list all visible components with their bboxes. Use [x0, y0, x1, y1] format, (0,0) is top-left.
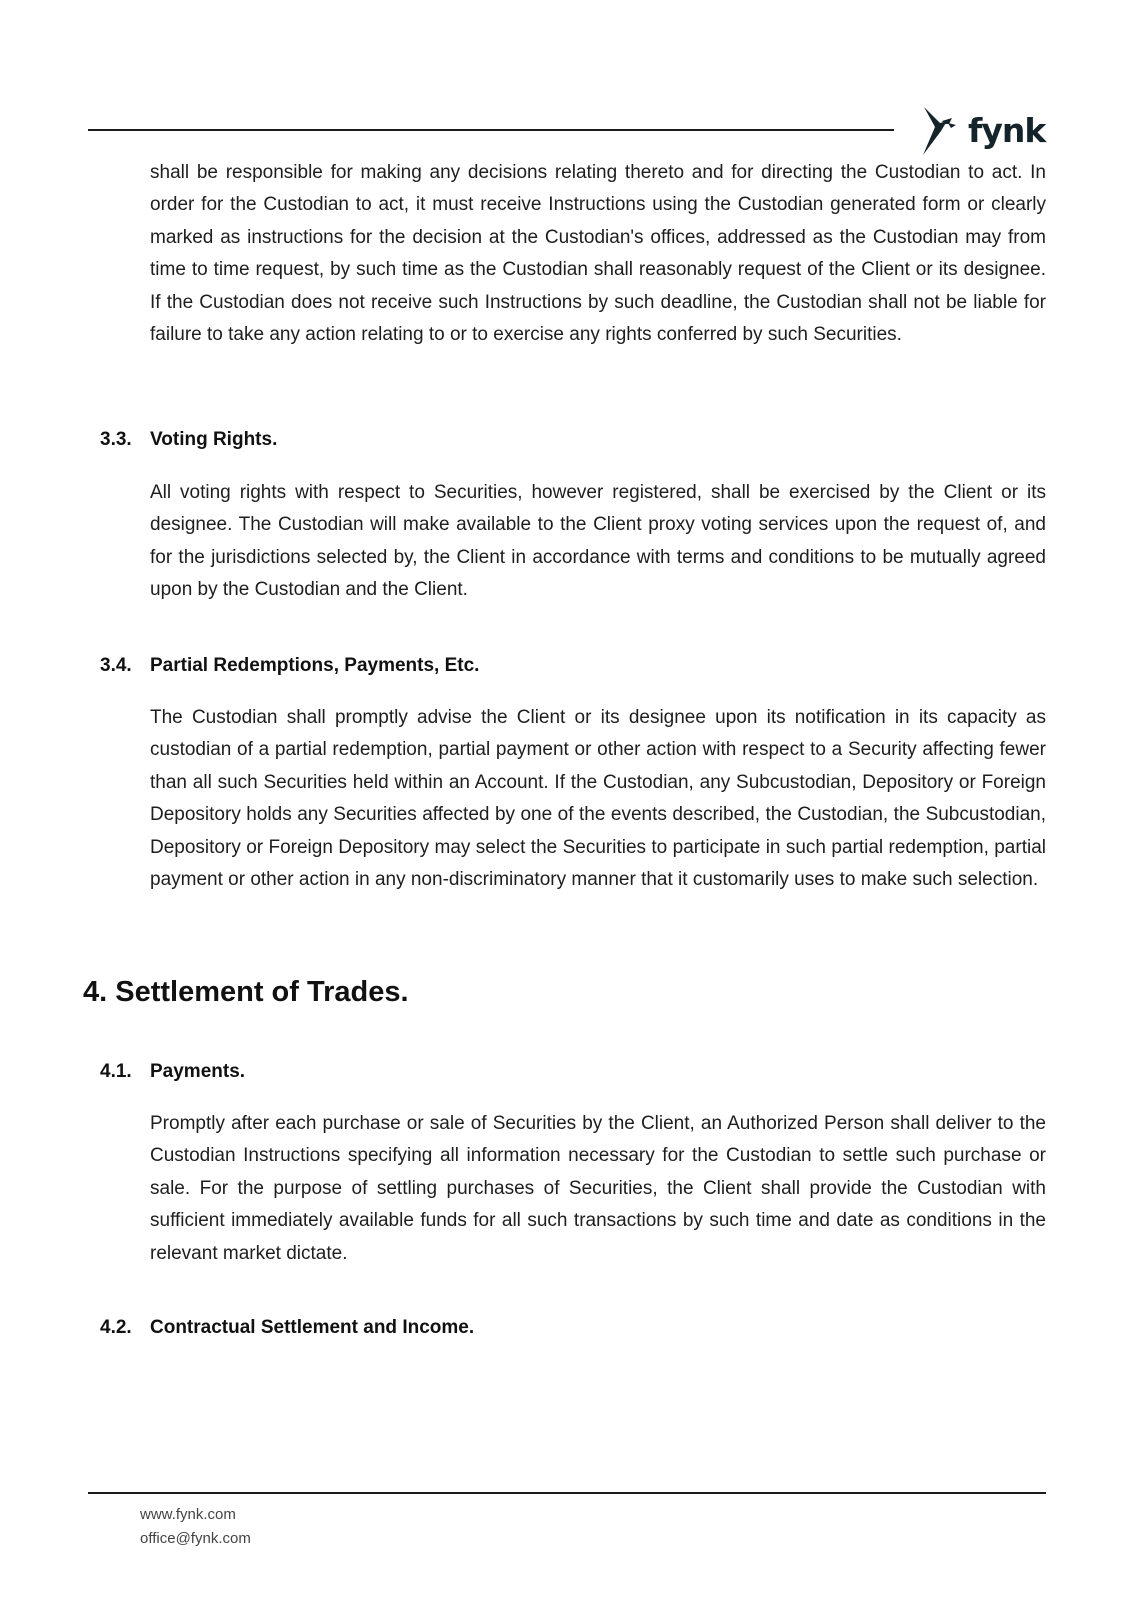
subsection-4-1-heading: [100, 1060, 245, 1084]
footer-divider: [88, 1492, 1046, 1494]
subsection-number: 4.2.: [100, 1317, 132, 1338]
subsection-3-3-heading: [100, 428, 277, 452]
subsection-title: Payments.: [150, 1061, 246, 1082]
subsection-title: Partial Redemptions, Payments, Etc.: [150, 655, 480, 676]
subsection-3-4-heading: [100, 654, 479, 678]
subsection-3-4-text: The Custodian shall promptly advise the Client or its designee upon its notification in its capacity as custodian of a partial redemption, partial payment or other action with respect to a Security affecting fewer than all such Securities held within an Account. If the Custodian, any Subcustodian, Depository or Foreign Depository holds any Securities affected by one of the events described, the Custodian, the Subcustodian, Depository or Foreign Depository may select the Securities to participate in such partial redemption, partial payment or other action in any non-discriminatory manner that it customarily uses to make such selection.: [150, 707, 1046, 891]
logo-wordmark: fynk: [968, 110, 1046, 150]
subsection-number: 3.4.: [100, 655, 132, 676]
subsection-4-2-heading: [100, 1316, 474, 1340]
header-divider: [88, 129, 894, 131]
subsection-title: Voting Rights.: [150, 429, 278, 450]
subsection-number: 3.3.: [100, 429, 132, 450]
subsection-number: 4.1.: [100, 1061, 132, 1082]
intro-paragraph: shall be responsible for making any decisions relating thereto and for directing the Custodian to act. In order for the Custodian to act, it must receive Instructions using the Custodian generated form or clearly marked as instructions for the decision at the Custodian's offices, addressed as the Custodian may from time to time request, by such time as the Custodian shall reasonably request of the Client or its designee. If the Custodian does not receive such Instructions by such deadline, the Custodian shall not be liable for failure to take any action relating to or to exercise any rights conferred by such Securities.: [150, 162, 1046, 346]
subsection-4-1-text: Promptly after each purchase or sale of Securities by the Client, an Authorized Person shall deliver to the Custodian Instructions specifying all information necessary for the Custodian to settle such purchase or sale. For the purpose of settling purchases of Securities, the Client shall provide the Custodian with sufficient immediately available funds for all such transactions by such time and date as conditions in the relevant market dictate.: [150, 1113, 1046, 1264]
subsection-3-3-text: All voting rights with respect to Securities, however registered, shall be exercised by the Client or its designee. The Custodian will make available to the Client proxy voting services upon the request of, and for the jurisdictions selected by, the Client in accordance with terms and conditions to be mutually agreed upon by the Custodian and the Client.: [150, 482, 1046, 601]
bird-logo-icon: [918, 105, 966, 159]
fynk-logo: [918, 104, 1048, 160]
section-4-heading: 4. Settlement of Trades.: [83, 976, 409, 1008]
footer-email-link[interactable]: office@fynk.com: [140, 1530, 251, 1547]
footer-website-link[interactable]: www.fynk.com: [140, 1506, 236, 1523]
subsection-title: Contractual Settlement and Income.: [150, 1317, 475, 1338]
